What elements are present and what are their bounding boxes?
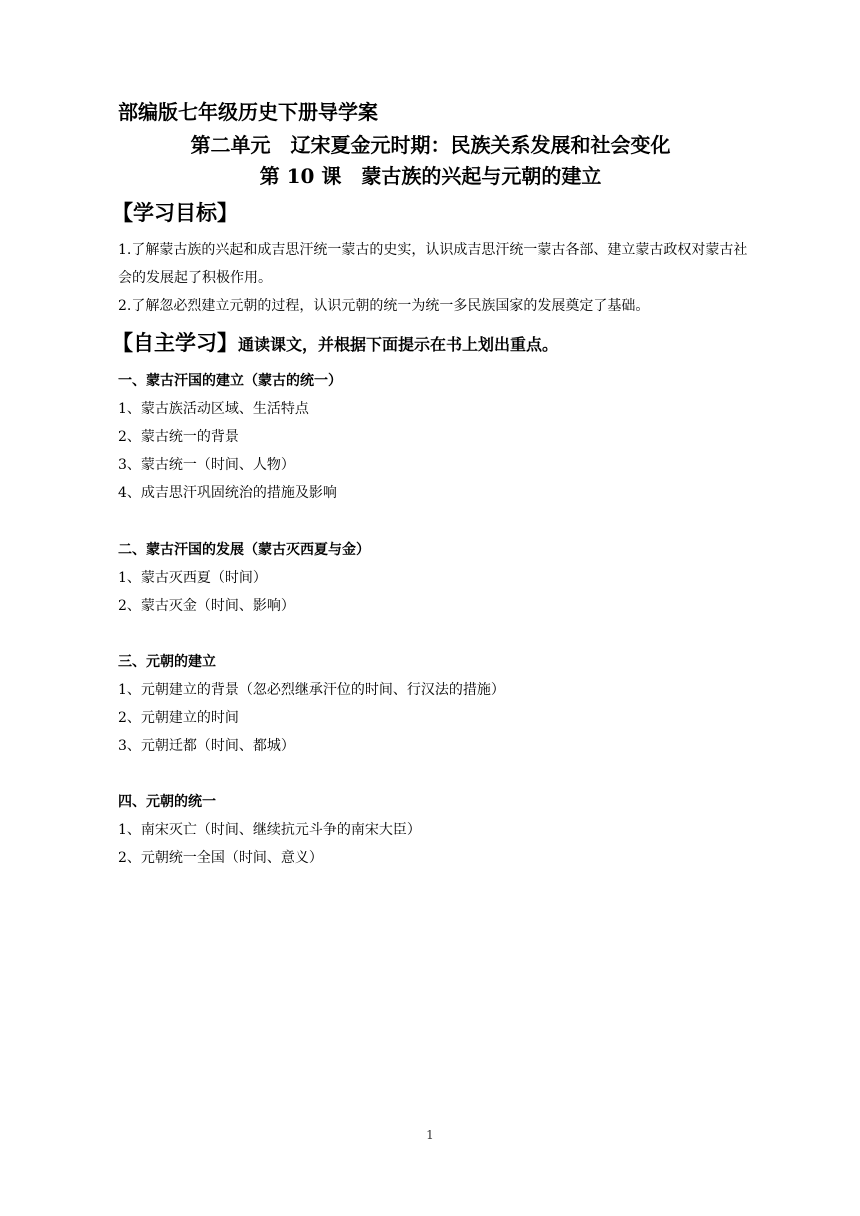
objective-item: 2.了解忽必烈建立元朝的过程，认识元朝的统一为统一多民族国家的发展奠定了基础。 xyxy=(118,298,650,314)
self-study-heading xyxy=(112,328,558,360)
unit-title: 第二单元 辽宋夏金元时期：民族关系发展和社会变化 xyxy=(190,133,671,157)
study-section-title: 一、蒙古汗国的建立（蒙古的统一） xyxy=(118,373,342,389)
study-item: 3、蒙古统一（时间、人物） xyxy=(118,457,295,473)
study-section-4 xyxy=(118,788,748,872)
study-item: 2、蒙古统一的背景 xyxy=(118,429,239,445)
study-item: 1、南宋灭亡（时间、继续抗元斗争的南宋大臣） xyxy=(118,822,421,838)
study-section-1 xyxy=(118,367,748,507)
study-item: 2、元朝统一全国（时间、意义） xyxy=(118,850,323,866)
objective-item: 1.了解蒙古族的兴起和成吉思汗统一蒙古的史实，认识成吉思汗统一蒙古各部、建立蒙古政权对蒙古社会的发展起了积极作用。 xyxy=(118,242,748,286)
objectives-heading: 【学习目标】 xyxy=(112,201,238,225)
lesson-title: 第 10 课 蒙古族的兴起与元朝的建立 xyxy=(259,164,602,188)
study-section-title: 三、元朝的建立 xyxy=(118,654,216,670)
study-item: 2、元朝建立的时间 xyxy=(118,710,239,726)
study-section-2 xyxy=(118,536,748,620)
study-item: 2、蒙古灭金（时间、影响） xyxy=(118,598,295,614)
study-item: 1、蒙古族活动区域、生活特点 xyxy=(118,401,309,417)
study-section-title: 四、元朝的统一 xyxy=(118,794,216,810)
book-title: 部编版七年级历史下册导学案 xyxy=(118,100,378,124)
study-item: 1、蒙古灭西夏（时间） xyxy=(118,570,267,586)
objectives-list xyxy=(118,236,748,320)
page-number: 1 xyxy=(426,1128,434,1142)
self-study-note: 通读课文，并根据下面提示在书上划出重点。 xyxy=(238,335,559,354)
study-section-title: 二、蒙古汗国的发展（蒙古灭西夏与金） xyxy=(118,542,370,558)
study-section-3 xyxy=(118,648,748,760)
self-study-heading-label: 【自主学习】 xyxy=(112,331,238,355)
study-item: 3、元朝迁都（时间、都城） xyxy=(118,738,295,754)
study-item: 1、元朝建立的背景（忽必烈继承汗位的时间、行汉法的措施） xyxy=(118,682,505,698)
study-item: 4、成吉思汗巩固统治的措施及影响 xyxy=(118,485,337,501)
